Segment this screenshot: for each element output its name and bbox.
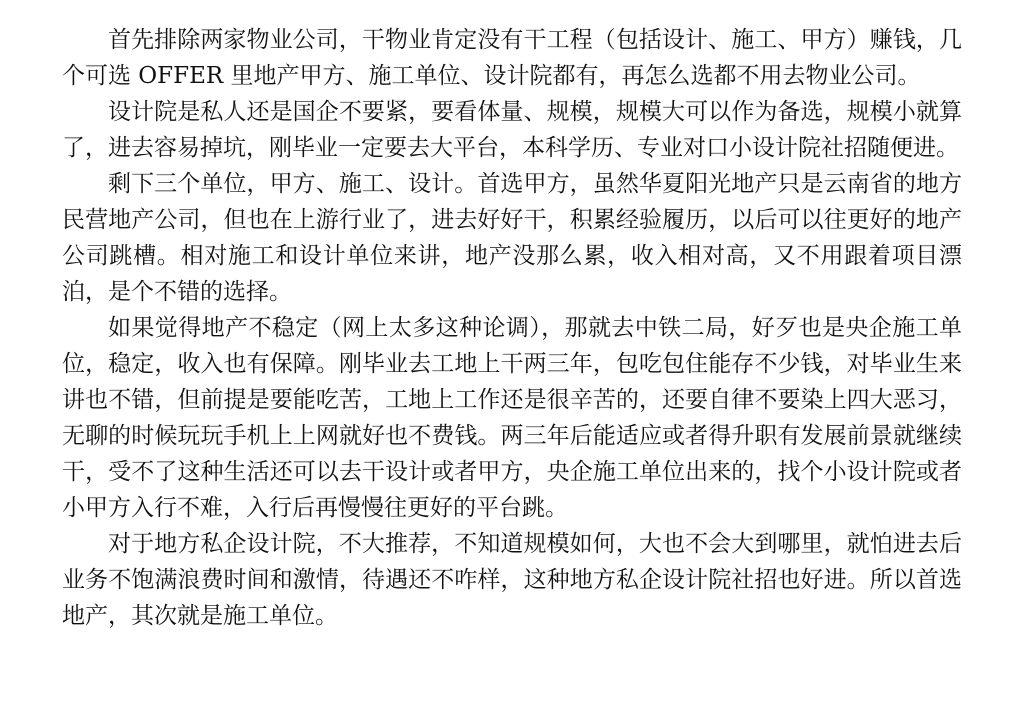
- paragraph-conclusion: 对于地方私企设计院，不大推荐，不知道规模如何，大也不会大到哪里，就怕进去后业务不饱满浪费时间和激情，待遇还不咋样，这种地方私企设计院社招也好进。所以首选地产，其次就是施工单位。: [62, 531, 962, 629]
- document-body: [62, 22, 962, 634]
- paragraph-exclude-property: 首先排除两家物业公司，干物业肯定没有干工程（包括设计、施工、甲方）赚钱，几个可选 OFFER 里地产甲方、施工单位、设计院都有，再怎么选都不用去物业公司。: [62, 27, 962, 89]
- paragraph-design-institute: 设计院是私人还是国企不要紧，要看体量、规模，规模大可以作为备选，规模小就算了，进去容易掉坑，刚毕业一定要去大平台，本科学历、专业对口小设计院社招随便进。: [62, 99, 962, 161]
- paragraph-construction-option: 如果觉得地产不稳定（网上太多这种论调），那就去中铁二局，好歹也是央企施工单位，稳定，收入也有保障。刚毕业去工地上干两三年，包吃包住能存不少钱，对毕业生来讲也不错，但前提是要能吃苦，工地上工作还是很辛苦的，还要自律不要染上四大恶习，无聊的时候玩玩手机上上网就好也不费钱。两三年后能适应或者得升职有发展前景就继续干，受不了这种生活还可以去干设计或者甲方，央企施工单位出来的，找个小设计院或者小甲方入行不难，入行后再慢慢往更好的平台跳。: [62, 315, 962, 521]
- paragraph-developer-choice: 剩下三个单位，甲方、施工、设计。首选甲方，虽然华夏阳光地产只是云南省的地方民营地产公司，但也在上游行业了，进去好好干，积累经验履历，以后可以往更好的地产公司跳槽。相对施工和设计单位来讲，地产没那么累，收入相对高，又不用跟着项目漂泊，是个不错的选择。: [62, 171, 962, 305]
